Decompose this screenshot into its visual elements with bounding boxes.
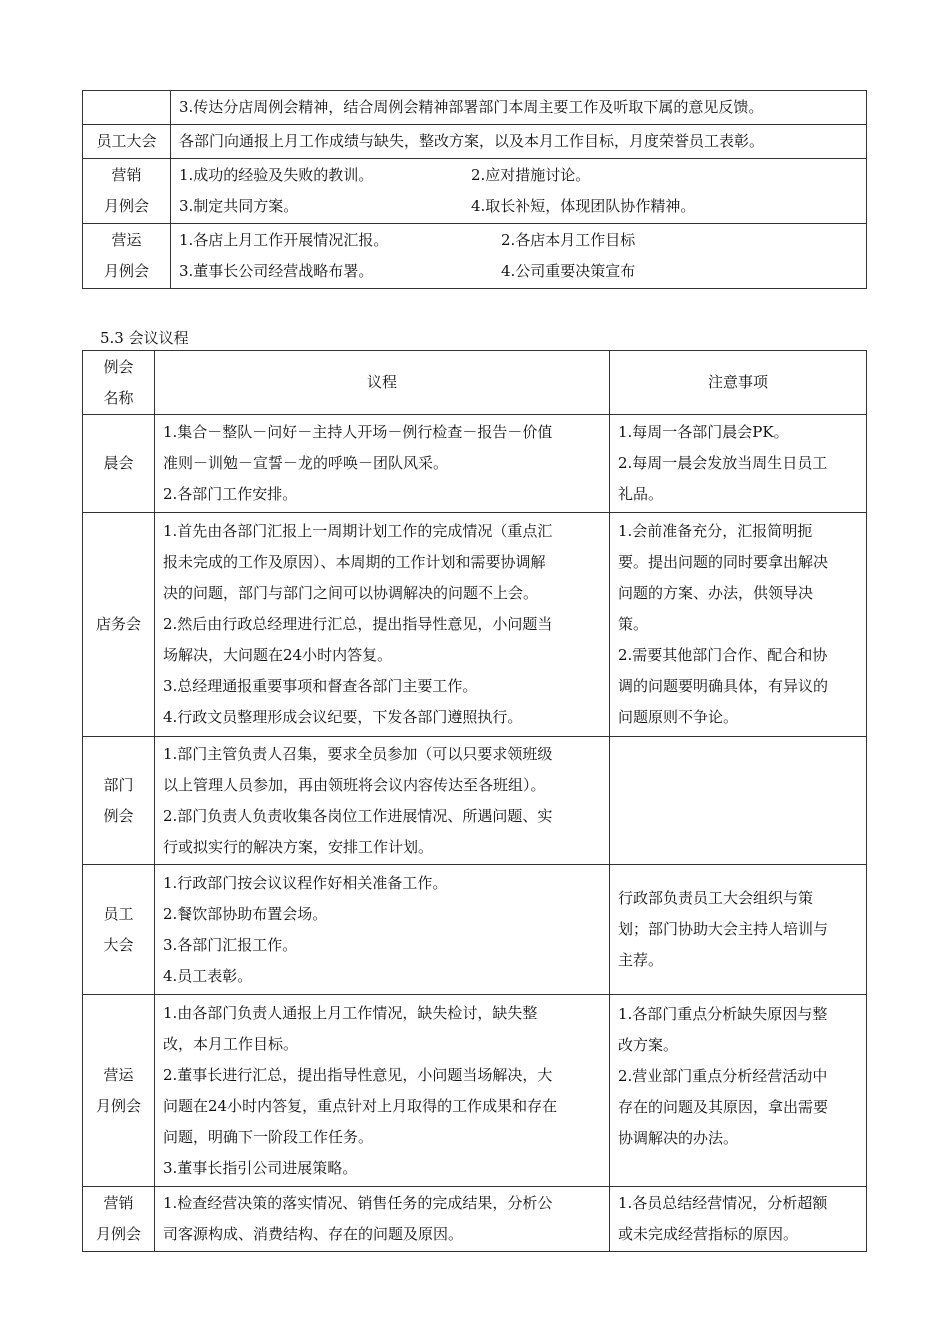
meeting-name-cell: 营运 月例会 <box>83 995 155 1187</box>
agenda-cell: 1.集合－整队－问好－主持人开场－例行检查－报告－价值 准则－训勉－宣誓－龙的呼唤－团队风采。 2.各部门工作安排。 <box>155 415 610 513</box>
meeting-content-cell: 各部门向通报上月工作成绩与缺失，整改方案，以及本月工作目标，月度荣誉员工表彰。 <box>171 125 867 159</box>
notes-cell: 1.各员总结经营情况，分析超额 或未完成经营指标的原因。 <box>610 1187 867 1252</box>
table-header-row <box>83 351 867 415</box>
table-row <box>83 91 867 125</box>
meeting-name-cell: 营销 月例会 <box>83 1187 155 1252</box>
agenda-cell: 1.由各部门负责人通报上月工作情况，缺失检讨，缺失整 改，本月工作目标。 2.董事长进行汇总，提出指导性意见，小问题当场解决，大 问题在24小时内答复，重点针对上月取得的工作成果和存在 问题，明确下一阶段工作任务。 3.董事长指引公司进展策略。 <box>155 995 610 1187</box>
meeting-name-cell: 晨会 <box>83 415 155 513</box>
meeting-name-cell: 店务会 <box>83 513 155 737</box>
table-row <box>83 865 867 995</box>
notes-cell: 1.会前准备充分，汇报简明扼 要。提出问题的同时要拿出解决 问题的方案、办法，供领导决 策。 2.需要其他部门合作、配合和协 调的问题要明确具体，有异议的 问题原则不争论。 <box>610 513 867 737</box>
meeting-name-cell: 员工 大会 <box>83 865 155 995</box>
agenda-cell: 1.部门主管负责人召集，要求全员参加（可以只要求领班级 以上管理人员参加，再由领班将会议内容传达至各班组）。 2.部门负责人负责收集各岗位工作进展情况、所遇问题、实 行或拟实行的解决方案，安排工作计划。 <box>155 737 610 865</box>
table-row <box>83 995 867 1187</box>
agenda-cell: 1.检查经营决策的落实情况、销售任务的完成结果，分析公 司客源构成、消费结构、存在的问题及原因。 <box>155 1187 610 1252</box>
section-title: 5.3 会议议程 <box>100 329 189 347</box>
table-row <box>83 125 867 159</box>
table-row <box>83 1187 867 1252</box>
table-row <box>83 159 867 224</box>
meeting-content-cell: 1.各店上月工作开展情况汇报。 2.各店本月工作目标 3.董事长公司经营战略布署。 4.公司重要决策宣布 <box>171 224 867 289</box>
header-notes: 注意事项 <box>610 351 867 415</box>
meeting-name-cell: 部门 例会 <box>83 737 155 865</box>
meeting-name-cell: 营销 月例会 <box>83 159 171 224</box>
table-row <box>83 737 867 865</box>
meeting-content-table <box>82 90 867 289</box>
meeting-content-cell: 3.传达分店周例会精神，结合周例会精神部署部门本周主要工作及听取下属的意见反馈。 <box>171 91 867 125</box>
meeting-name-cell <box>83 91 171 125</box>
table-row <box>83 224 867 289</box>
meeting-name-cell: 营运 月例会 <box>83 224 171 289</box>
agenda-table <box>82 350 867 1252</box>
table-row <box>83 513 867 737</box>
table-row <box>83 415 867 513</box>
notes-cell <box>610 737 867 865</box>
notes-cell: 1.每周一各部门晨会PK。 2.每周一晨会发放当周生日员工 礼品。 <box>610 415 867 513</box>
agenda-cell: 1.行政部门按会议议程作好相关准备工作。 2.餐饮部协助布置会场。 3.各部门汇报工作。 4.员工表彰。 <box>155 865 610 995</box>
notes-cell: 1.各部门重点分析缺失原因与整 改方案。 2.营业部门重点分析经营活动中 存在的问题及其原因，拿出需要 协调解决的办法。 <box>610 995 867 1187</box>
meeting-content-cell: 1.成功的经验及失败的教训。 2.应对措施讨论。 3.制定共同方案。 4.取长补短，体现团队协作精神。 <box>171 159 867 224</box>
agenda-cell: 1.首先由各部门汇报上一周期计划工作的完成情况（重点汇 报未完成的工作及原因）、本周期的工作计划和需要协调解 决的问题，部门与部门之间可以协调解决的问题不上会。 2.然后由行政总经理进行汇总，提出指导性意见，小问题当 场解决，大问题在24小时内答复。 3.总经理通报重要事项和督查各部门主要工作。 4.行政文员整理形成会议纪要，下发各部门遵照执行。 <box>155 513 610 737</box>
header-meeting-name: 例会 名称 <box>83 351 155 415</box>
header-agenda: 议程 <box>155 351 610 415</box>
meeting-name-cell: 员工大会 <box>83 125 171 159</box>
notes-cell: 行政部负责员工大会组织与策 划；部门协助大会主持人培训与 主荐。 <box>610 865 867 995</box>
